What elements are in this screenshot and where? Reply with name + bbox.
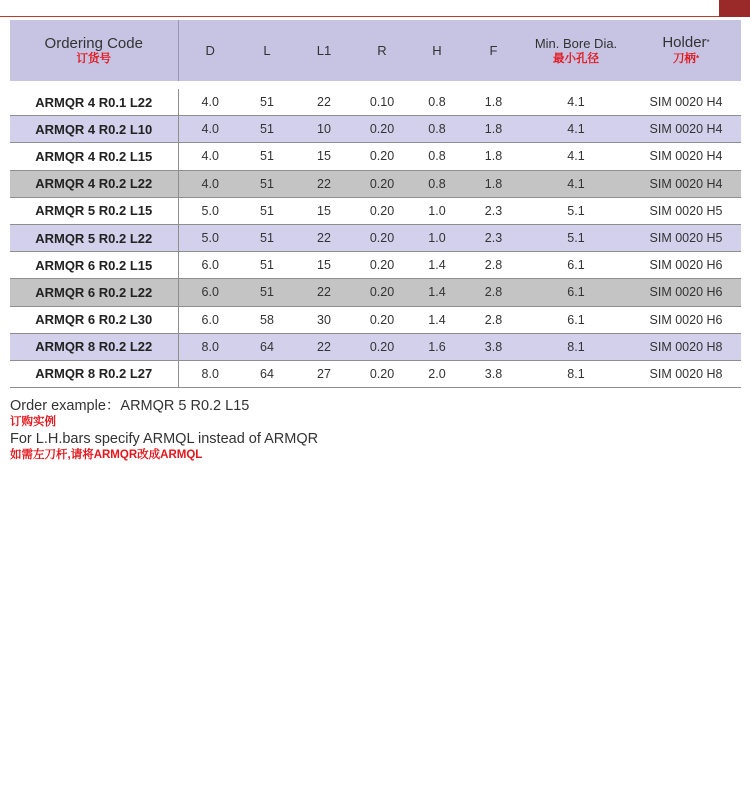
cell-h: 0.8: [408, 116, 466, 143]
cell-holder: SIM 0020 H8: [631, 333, 741, 360]
cell-r: 0.20: [356, 224, 408, 251]
cell-code: ARMQR 8 R0.2 L27: [10, 360, 178, 387]
cell-holder: SIM 0020 H4: [631, 85, 741, 116]
table-row: [10, 85, 741, 116]
cell-code: ARMQR 6 R0.2 L30: [10, 306, 178, 333]
cell-f: 3.8: [466, 360, 521, 387]
cell-l1: 22: [292, 279, 356, 306]
cell-l: 64: [242, 360, 292, 387]
cell-code: ARMQR 8 R0.2 L22: [10, 333, 178, 360]
cell-bore: 6.1: [521, 279, 631, 306]
header-min-bore: Min. Bore Dia. 最小孔径: [521, 20, 631, 85]
cell-d: 5.0: [178, 197, 242, 224]
cell-holder: SIM 0020 H4: [631, 170, 741, 197]
order-example: Order example：ARMQR 5 R0.2 L15: [10, 398, 250, 414]
cell-l: 51: [242, 143, 292, 170]
cell-h: 0.8: [408, 170, 466, 197]
spec-table: [10, 20, 741, 388]
cell-code: ARMQR 5 R0.2 L22: [10, 224, 178, 251]
header-holder-cn: 刀柄*: [672, 52, 700, 65]
header-ordering-code: Ordering Code 订货号: [10, 20, 178, 85]
header-l: L: [242, 20, 292, 85]
cell-h: 1.4: [408, 252, 466, 279]
cell-l: 64: [242, 333, 292, 360]
header-h: H: [408, 20, 466, 85]
cell-r: 0.20: [356, 116, 408, 143]
cell-l1: 22: [292, 85, 356, 116]
cell-h: 1.4: [408, 306, 466, 333]
cell-r: 0.20: [356, 333, 408, 360]
cell-f: 1.8: [466, 116, 521, 143]
cell-l: 51: [242, 116, 292, 143]
cell-bore: 4.1: [521, 116, 631, 143]
cell-f: 2.3: [466, 224, 521, 251]
cell-h: 1.0: [408, 224, 466, 251]
header-min-bore-cn: 最小孔径: [553, 52, 599, 65]
cell-d: 4.0: [178, 85, 242, 116]
cell-holder: SIM 0020 H5: [631, 224, 741, 251]
header-d: D: [178, 20, 242, 85]
cell-code: ARMQR 4 R0.1 L22: [10, 85, 178, 116]
cell-bore: 5.1: [521, 224, 631, 251]
header-ordering-code-cn: 订货号: [76, 52, 111, 65]
cell-bore: 8.1: [521, 333, 631, 360]
cell-r: 0.20: [356, 360, 408, 387]
cell-d: 4.0: [178, 143, 242, 170]
table-row: [10, 170, 741, 197]
cell-d: 4.0: [178, 170, 242, 197]
cell-f: 2.3: [466, 197, 521, 224]
cell-bore: 4.1: [521, 85, 631, 116]
table-row: [10, 333, 741, 360]
cell-f: 2.8: [466, 279, 521, 306]
cell-r: 0.10: [356, 85, 408, 116]
table-row: [10, 279, 741, 306]
cell-l1: 10: [292, 116, 356, 143]
table-row: [10, 116, 741, 143]
cell-d: 8.0: [178, 333, 242, 360]
cell-l: 51: [242, 85, 292, 116]
cell-l1: 22: [292, 170, 356, 197]
cell-f: 2.8: [466, 306, 521, 333]
cell-code: ARMQR 6 R0.2 L22: [10, 279, 178, 306]
table-row: [10, 143, 741, 170]
header-f: F: [466, 20, 521, 85]
cell-h: 1.6: [408, 333, 466, 360]
cell-holder: SIM 0020 H4: [631, 116, 741, 143]
cell-r: 0.20: [356, 279, 408, 306]
cell-d: 6.0: [178, 306, 242, 333]
cell-l1: 15: [292, 197, 356, 224]
cell-r: 0.20: [356, 143, 408, 170]
cell-h: 0.8: [408, 85, 466, 116]
header-holder: Holder* 刀柄*: [631, 20, 741, 85]
cell-l1: 30: [292, 306, 356, 333]
cell-h: 1.0: [408, 197, 466, 224]
cell-holder: SIM 0020 H6: [631, 306, 741, 333]
cell-f: 2.8: [466, 252, 521, 279]
cell-bore: 6.1: [521, 252, 631, 279]
table-row: [10, 360, 741, 387]
cell-f: 1.8: [466, 143, 521, 170]
cell-l: 51: [242, 252, 292, 279]
cell-code: ARMQR 5 R0.2 L15: [10, 197, 178, 224]
cell-bore: 6.1: [521, 306, 631, 333]
cell-r: 0.20: [356, 252, 408, 279]
cell-r: 0.20: [356, 170, 408, 197]
cell-bore: 5.1: [521, 197, 631, 224]
cell-code: ARMQR 4 R0.2 L15: [10, 143, 178, 170]
cell-l1: 15: [292, 252, 356, 279]
cell-h: 0.8: [408, 143, 466, 170]
cell-l: 51: [242, 224, 292, 251]
cell-l: 51: [242, 279, 292, 306]
cell-f: 1.8: [466, 85, 521, 116]
cell-code: ARMQR 4 R0.2 L22: [10, 170, 178, 197]
table-row: [10, 197, 741, 224]
cell-bore: 4.1: [521, 170, 631, 197]
cell-l: 51: [242, 197, 292, 224]
table-row: [10, 252, 741, 279]
cell-l1: 22: [292, 224, 356, 251]
cell-holder: SIM 0020 H8: [631, 360, 741, 387]
cell-holder: SIM 0020 H4: [631, 143, 741, 170]
cell-d: 6.0: [178, 252, 242, 279]
header-l1: L1: [292, 20, 356, 85]
cell-l1: 27: [292, 360, 356, 387]
cell-code: ARMQR 4 R0.2 L10: [10, 116, 178, 143]
cell-f: 1.8: [466, 170, 521, 197]
cell-h: 1.4: [408, 279, 466, 306]
table-row: [10, 224, 741, 251]
cell-h: 2.0: [408, 360, 466, 387]
cell-d: 4.0: [178, 116, 242, 143]
cell-l: 58: [242, 306, 292, 333]
table-row: [10, 306, 741, 333]
cell-holder: SIM 0020 H6: [631, 279, 741, 306]
table-header-row: [10, 20, 741, 85]
cell-d: 5.0: [178, 224, 242, 251]
lh-note-cn: 如需左刀杆,请将ARMQR改成ARMQL: [10, 449, 203, 461]
cell-d: 6.0: [178, 279, 242, 306]
cell-bore: 8.1: [521, 360, 631, 387]
notes-block: [10, 397, 318, 463]
cell-holder: SIM 0020 H5: [631, 197, 741, 224]
cell-code: ARMQR 6 R0.2 L15: [10, 252, 178, 279]
cell-f: 3.8: [466, 333, 521, 360]
cell-r: 0.20: [356, 197, 408, 224]
header-r: R: [356, 20, 408, 85]
cell-r: 0.20: [356, 306, 408, 333]
cell-l1: 22: [292, 333, 356, 360]
top-rule: [0, 16, 750, 17]
order-example-cn: 订购实例: [10, 416, 56, 428]
top-corner-tab: [719, 0, 750, 17]
cell-d: 8.0: [178, 360, 242, 387]
cell-bore: 4.1: [521, 143, 631, 170]
cell-holder: SIM 0020 H6: [631, 252, 741, 279]
lh-note: For L.H.bars specify ARMQL instead of ARMQR: [10, 431, 319, 447]
cell-l: 51: [242, 170, 292, 197]
cell-l1: 15: [292, 143, 356, 170]
